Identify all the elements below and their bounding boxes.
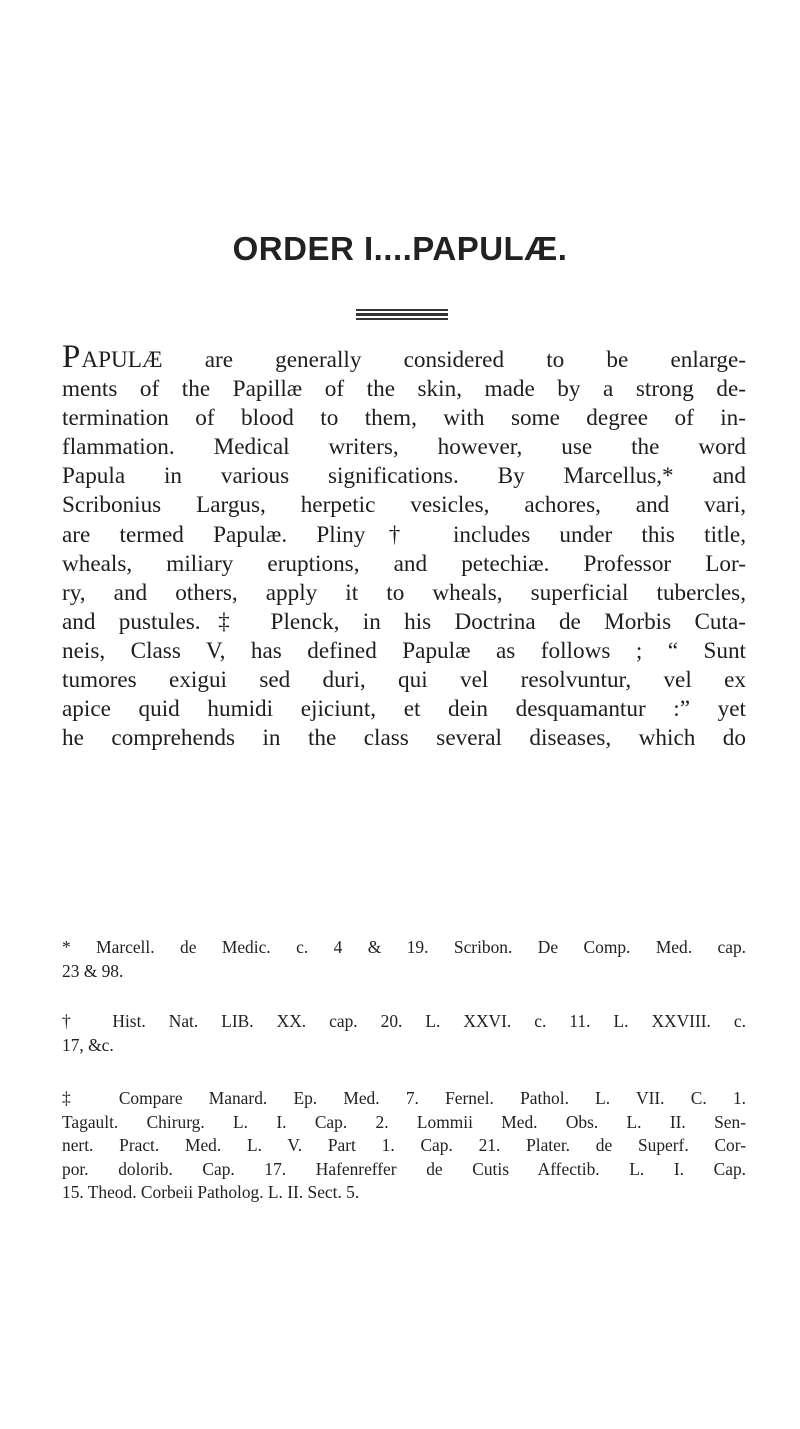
footnote-line: 15. Theod. Corbeii Patholog. L. II. Sect. 5. <box>62 1182 360 1202</box>
drop-cap: P <box>62 339 82 375</box>
footnote-line: ‡ Compare Manard. Ep. Med. 7. Fernel. Pathol. L. VII. C. 1. <box>62 1088 746 1108</box>
footnote-pliny <box>62 1010 746 1057</box>
paragraph-line: flammation. Medical writers, however, use the word <box>62 434 746 461</box>
heading-rule-top <box>356 309 448 311</box>
paragraph-line: apice quid humidi ejiciunt, et dein desquamantur :” yet <box>62 696 746 723</box>
paragraph-line: termination of blood to them, with some degree of in- <box>62 405 746 432</box>
paragraph-line-text: APULÆ are generally considered to be enlarge- <box>81 347 746 373</box>
paragraph-line: ments of the Papillæ of the skin, made by a strong de- <box>62 376 746 403</box>
paragraph-line: Scribonius Largus, herpetic vesicles, achores, and vari, <box>62 492 746 519</box>
paragraph-line: ry, and others, apply it to wheals, superficial tubercles, <box>62 579 746 606</box>
footnote-line: 17, &c. <box>62 1034 114 1055</box>
footnote-marcellus <box>62 936 746 983</box>
paragraph-line <box>62 339 746 375</box>
footnote-line: Tagault. Chirurg. L. I. Cap. 2. Lommii Med. Obs. L. II. Sen- <box>62 1111 746 1132</box>
paragraph-line: Papula in various significations. By Marcellus,* and <box>62 463 746 490</box>
paragraph-line: wheals, miliary eruptions, and petechiæ. Professor Lor- <box>62 550 746 577</box>
chapter-heading: ORDER I....PAPULÆ. <box>232 230 568 267</box>
paragraph-line: neis, Class V, has defined Papulæ as follows ; “ Sunt <box>62 637 746 664</box>
paragraph-line: tumores exigui sed duri, qui vel resolvuntur, vel ex <box>62 667 746 694</box>
footnote-compare <box>62 1087 746 1205</box>
paragraph-line: he comprehends in the class several diseases, which do <box>62 725 746 752</box>
paragraph-line: are termed Papulæ. Pliny† includes under this title, <box>62 521 746 548</box>
paragraph-line: and pustules.‡ Plenck, in his Doctrina de Morbis Cuta- <box>62 608 746 635</box>
heading-rule-bottom <box>356 318 448 320</box>
footnote-line: por. dolorib. Cap. 17. Hafenreffer de Cutis Affectib. L. I. Cap. <box>62 1158 746 1179</box>
footnote-line: 23 & 98. <box>62 960 124 981</box>
footnote-line: * Marcell. de Medic. c. 4 & 19. Scribon. De Comp. Med. cap. <box>62 937 746 957</box>
footnote-line: nert. Pract. Med. L. V. Part 1. Cap. 21. Plater. de Superf. Cor- <box>62 1135 746 1155</box>
body-paragraph <box>62 339 746 753</box>
footnote-line: † Hist. Nat. LIB. XX. cap. 20. L. XXVI. c. 11. L. XXVIII. c. <box>62 1011 746 1031</box>
heading-rule-middle <box>356 313 448 316</box>
